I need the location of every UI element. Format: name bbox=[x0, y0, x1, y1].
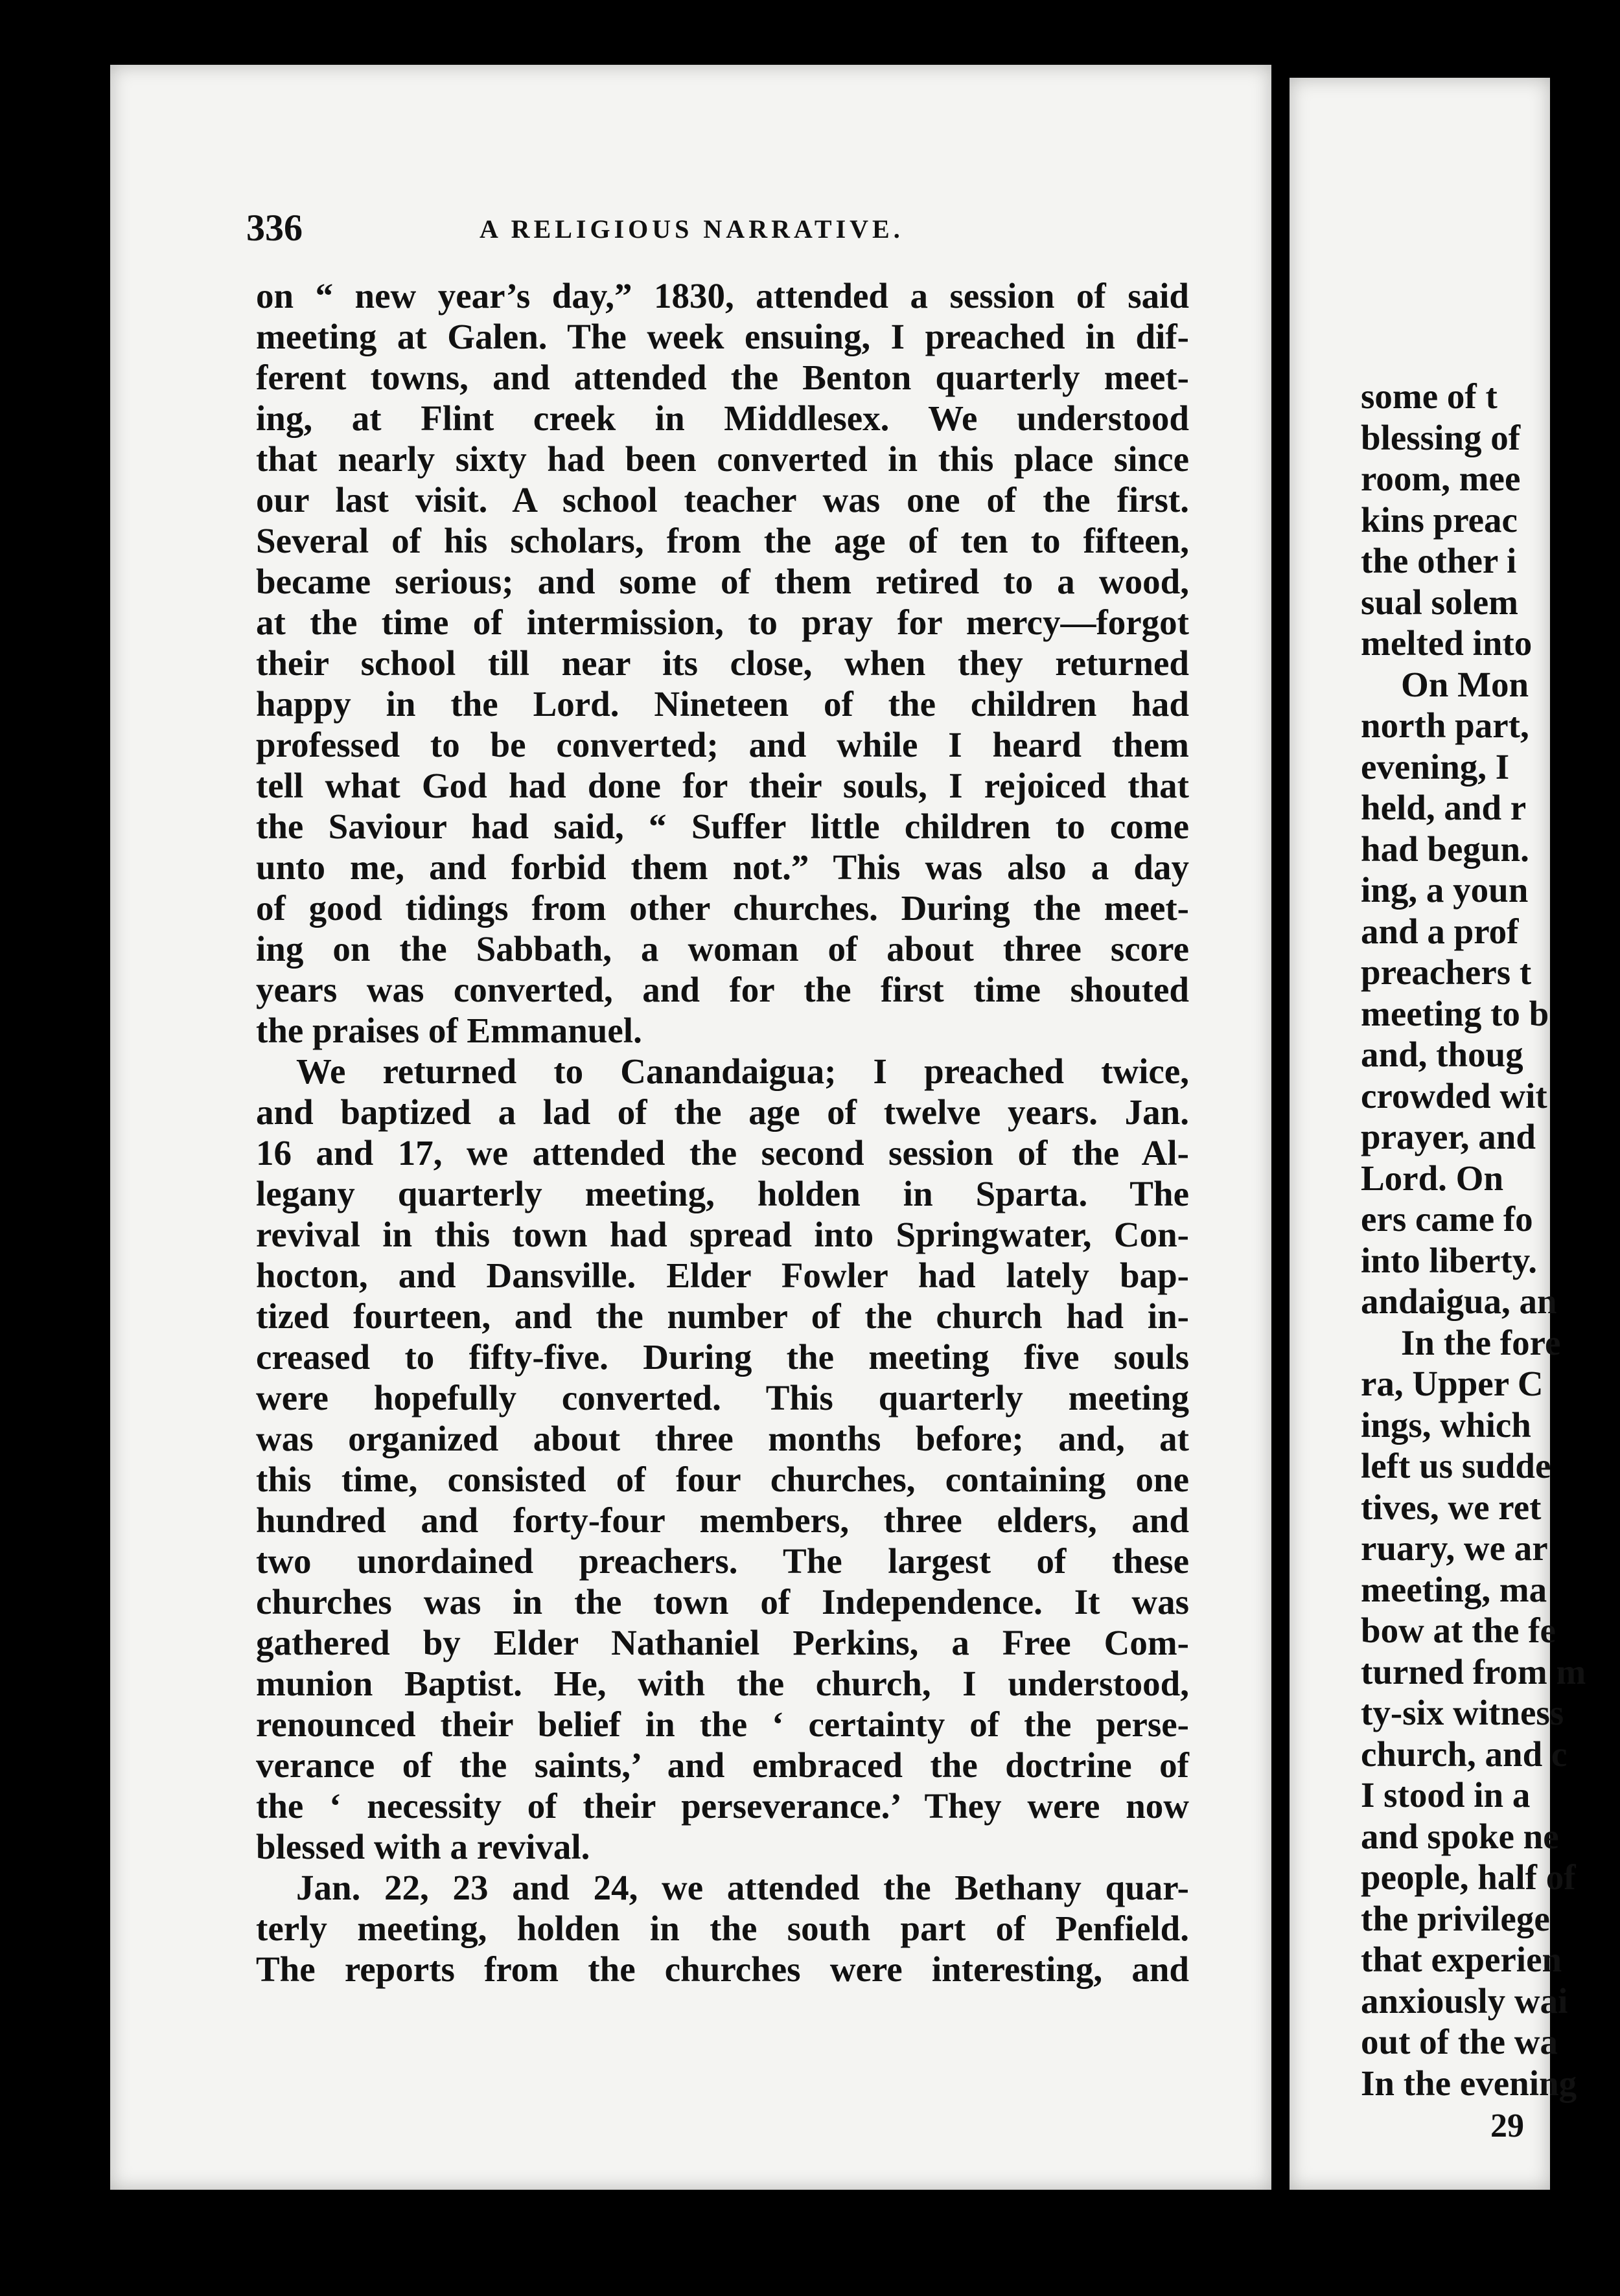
text-line: ruary, we ar bbox=[1361, 1528, 1548, 1568]
text-line: meeting, ma bbox=[1361, 1569, 1547, 1609]
text-line: evening, I bbox=[1361, 746, 1510, 786]
text-line: creased to fifty-five. During the meeting five souls bbox=[256, 1337, 1189, 1377]
page-gutter bbox=[1271, 58, 1290, 2196]
text-line: crowded wit bbox=[1361, 1075, 1547, 1116]
running-head bbox=[246, 206, 1192, 251]
left-page-text bbox=[256, 275, 1189, 1990]
text-line: north part, bbox=[1361, 706, 1529, 745]
text-line: anxiously wai bbox=[1361, 1980, 1568, 2021]
text-line: the ‘ necessity of their perseverance.’ They were now bbox=[256, 1786, 1189, 1826]
text-line: 16 and 17, we attended the second session of the Al- bbox=[256, 1133, 1189, 1173]
text-line: The reports from the churches were interesting, and bbox=[256, 1949, 1189, 1989]
text-line: legany quarterly meeting, holden in Sparta. The bbox=[256, 1174, 1189, 1213]
text-line: the praises of Emmanuel. bbox=[256, 1011, 642, 1050]
text-line: ferent towns, and attended the Benton quarterly meet- bbox=[256, 358, 1189, 397]
text-line: into liberty. bbox=[1361, 1240, 1537, 1280]
text-line: verance of the saints,’ and embraced the doctrine of bbox=[256, 1745, 1189, 1785]
text-line: blessed with a revival. bbox=[256, 1827, 590, 1866]
text-line: on “ new year’s day,” 1830, attended a session of said bbox=[256, 276, 1189, 316]
text-line: and baptized a lad of the age of twelve years. Jan. bbox=[256, 1092, 1189, 1132]
text-line: On Mon bbox=[1401, 664, 1529, 704]
text-line: of good tidings from other churches. During the meet- bbox=[256, 888, 1189, 928]
text-line: left us sudde bbox=[1361, 1446, 1551, 1486]
text-line: kins preac bbox=[1361, 499, 1518, 540]
text-line: and a prof bbox=[1361, 911, 1519, 951]
text-line: the privilege bbox=[1361, 1898, 1550, 1938]
text-line: church, and c bbox=[1361, 1734, 1568, 1774]
text-line: ings, which bbox=[1361, 1405, 1531, 1445]
text-line: was organized about three months before; and, at bbox=[256, 1419, 1189, 1458]
text-line: ing on the Sabbath, a woman of about three score bbox=[256, 929, 1189, 969]
text-line: this time, consisted of four churches, containing one bbox=[256, 1460, 1189, 1499]
text-line: revival in this town had spread into Springwater, Con- bbox=[256, 1215, 1189, 1254]
text-line: sual solem bbox=[1361, 582, 1518, 622]
text-line: their school till near its close, when they returned bbox=[256, 643, 1189, 683]
text-line: ra, Upper C bbox=[1361, 1364, 1544, 1403]
text-line: gathered by Elder Nathaniel Perkins, a Free Com- bbox=[256, 1623, 1189, 1662]
text-line: andaigua, an bbox=[1361, 1281, 1557, 1321]
text-line: happy in the Lord. Nineteen of the children had bbox=[256, 684, 1189, 724]
text-line: munion Baptist. He, with the church, I understood, bbox=[256, 1664, 1189, 1703]
text-line: professed to be converted; and while I heard them bbox=[256, 725, 1189, 764]
text-line: churches was in the town of Independence. It was bbox=[256, 1582, 1189, 1622]
text-line: room, mee bbox=[1361, 459, 1521, 498]
text-line: our last visit. A school teacher was one of the first. bbox=[256, 480, 1189, 520]
right-page bbox=[1290, 78, 1586, 2190]
text-line: out of the wa bbox=[1361, 2022, 1558, 2061]
text-line: two unordained preachers. The largest of these bbox=[256, 1541, 1189, 1581]
text-line: became serious; and some of them retired to a wood, bbox=[256, 562, 1189, 601]
text-line: hundred and forty-four members, three elders, and bbox=[256, 1500, 1189, 1540]
text-line: preachers t bbox=[1361, 952, 1532, 992]
text-line: In the fore bbox=[1401, 1322, 1561, 1362]
page-number: 336 bbox=[246, 207, 303, 249]
text-line: that nearly sixty had been converted in this place since bbox=[256, 439, 1189, 479]
text-line: renounced their belief in the ‘ certainty of the perse- bbox=[256, 1705, 1189, 1744]
text-line: In the evening bbox=[1361, 2063, 1577, 2103]
text-line: years was converted, and for the first time shouted bbox=[256, 970, 1189, 1009]
text-line: and spoke ne bbox=[1361, 1816, 1559, 1856]
text-line: unto me, and forbid them not.” This was also a day bbox=[256, 847, 1189, 887]
signature-mark: 29 bbox=[1490, 2107, 1524, 2144]
text-line: turned from m bbox=[1361, 1651, 1586, 1692]
text-line: the other i bbox=[1361, 541, 1517, 580]
text-line: held, and r bbox=[1361, 788, 1527, 827]
text-line: Lord. On bbox=[1361, 1158, 1504, 1198]
text-line: tives, we ret bbox=[1361, 1487, 1542, 1527]
text-line: I stood in a bbox=[1361, 1775, 1531, 1815]
text-line: hocton, and Dansville. Elder Fowler had lately bap- bbox=[256, 1256, 1189, 1295]
text-line: meeting to b bbox=[1361, 993, 1549, 1033]
text-line: that experien bbox=[1361, 1940, 1562, 1979]
text-line: tell what God had done for their souls, I rejoiced that bbox=[256, 766, 1189, 805]
right-page-text bbox=[1361, 376, 1620, 2149]
running-title: A RELIGIOUS NARRATIVE. bbox=[480, 214, 904, 244]
text-line: ers came fo bbox=[1361, 1199, 1533, 1239]
text-line: tized fourteen, and the number of the church had in- bbox=[256, 1296, 1189, 1336]
text-line: at the time of intermission, to pray for mercy—forgot bbox=[256, 603, 1189, 642]
text-line: meeting at Galen. The week ensuing, I preached in dif- bbox=[256, 317, 1189, 356]
text-line: We returned to Canandaigua; I preached twice, bbox=[296, 1051, 1189, 1091]
text-line: were hopefully converted. This quarterly meeting bbox=[256, 1378, 1189, 1418]
text-line: ty-six witness bbox=[1361, 1693, 1564, 1732]
text-line: terly meeting, holden in the south part of Penfield. bbox=[256, 1909, 1189, 1948]
text-line: prayer, and bbox=[1361, 1117, 1536, 1156]
text-line: blessing of bbox=[1361, 417, 1521, 457]
text-line: Several of his scholars, from the age of ten to fifteen, bbox=[256, 521, 1189, 560]
text-line: melted into bbox=[1361, 623, 1533, 663]
text-line: people, half of bbox=[1361, 1857, 1576, 1897]
text-line: the Saviour had said, “ Suffer little children to come bbox=[256, 807, 1189, 846]
text-line: had begun. bbox=[1361, 829, 1529, 869]
text-line: bow at the fe bbox=[1361, 1611, 1556, 1650]
text-line: some of t bbox=[1361, 376, 1498, 416]
text-line: ing, at Flint creek in Middlesex. We understood bbox=[256, 398, 1189, 438]
text-line: ing, a youn bbox=[1361, 870, 1529, 910]
text-line: and, thoug bbox=[1361, 1035, 1523, 1074]
text-line: Jan. 22, 23 and 24, we attended the Bethany quar- bbox=[296, 1868, 1189, 1907]
